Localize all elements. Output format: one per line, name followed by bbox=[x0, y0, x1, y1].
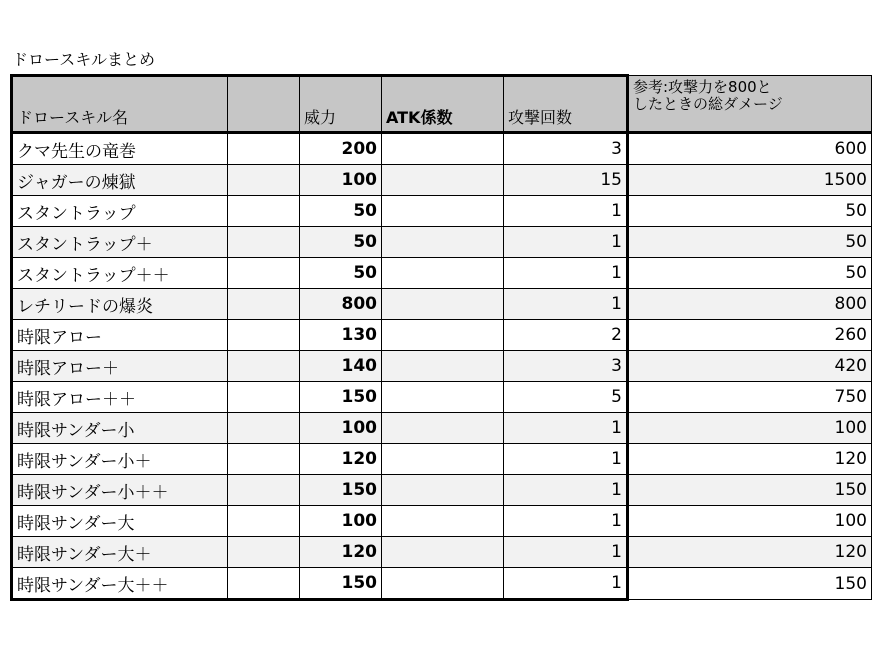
header-hit-count[interactable]: 攻撃回数 bbox=[504, 76, 628, 133]
table-row bbox=[12, 475, 872, 506]
cell-blank[interactable] bbox=[228, 320, 300, 351]
cell-atk-coefficient[interactable] bbox=[382, 475, 504, 506]
cell-hit-count[interactable]: 1 bbox=[504, 444, 628, 475]
cell-blank[interactable] bbox=[228, 165, 300, 196]
table-row bbox=[12, 444, 872, 475]
cell-power[interactable]: 100 bbox=[300, 506, 382, 537]
cell-blank[interactable] bbox=[228, 351, 300, 382]
table-row bbox=[12, 165, 872, 196]
cell-atk-coefficient[interactable] bbox=[382, 289, 504, 320]
cell-skill-name[interactable]: レチリードの爆炎 bbox=[12, 289, 228, 320]
header-blank[interactable] bbox=[228, 76, 300, 133]
cell-power[interactable]: 130 bbox=[300, 320, 382, 351]
cell-hit-count[interactable]: 3 bbox=[504, 133, 628, 165]
skill-table bbox=[10, 74, 872, 601]
cell-skill-name[interactable]: 時限アロー＋ bbox=[12, 351, 228, 382]
cell-skill-name[interactable]: スタントラップ＋＋ bbox=[12, 258, 228, 289]
skill-table-container bbox=[10, 74, 872, 601]
cell-hit-count[interactable]: 1 bbox=[504, 258, 628, 289]
cell-blank[interactable] bbox=[228, 444, 300, 475]
cell-hit-count[interactable]: 1 bbox=[504, 506, 628, 537]
table-row bbox=[12, 227, 872, 258]
cell-total-damage[interactable]: 50 bbox=[628, 196, 872, 227]
cell-atk-coefficient[interactable] bbox=[382, 133, 504, 165]
cell-skill-name[interactable]: 時限サンダー小＋＋ bbox=[12, 475, 228, 506]
cell-skill-name[interactable]: 時限アロー＋＋ bbox=[12, 382, 228, 413]
cell-hit-count[interactable]: 1 bbox=[504, 537, 628, 568]
page-title: ドロースキルまとめ bbox=[12, 50, 156, 69]
cell-skill-name[interactable]: スタントラップ＋ bbox=[12, 227, 228, 258]
cell-atk-coefficient[interactable] bbox=[382, 320, 504, 351]
cell-skill-name[interactable]: 時限サンダー大＋＋ bbox=[12, 568, 228, 600]
header-skill-name[interactable]: ドロースキル名 bbox=[12, 76, 228, 133]
cell-atk-coefficient[interactable] bbox=[382, 196, 504, 227]
header-reference-line2: したときの総ダメージ bbox=[633, 95, 783, 113]
table-row bbox=[12, 568, 872, 600]
cell-atk-coefficient[interactable] bbox=[382, 568, 504, 600]
cell-power[interactable]: 200 bbox=[300, 133, 382, 165]
cell-power[interactable]: 50 bbox=[300, 227, 382, 258]
table-row bbox=[12, 133, 872, 165]
cell-total-damage[interactable]: 150 bbox=[628, 568, 872, 600]
cell-atk-coefficient[interactable] bbox=[382, 537, 504, 568]
cell-total-damage[interactable]: 600 bbox=[628, 133, 872, 165]
table-row bbox=[12, 382, 872, 413]
cell-skill-name[interactable]: 時限アロー bbox=[12, 320, 228, 351]
cell-atk-coefficient[interactable] bbox=[382, 413, 504, 444]
cell-atk-coefficient[interactable] bbox=[382, 165, 504, 196]
cell-hit-count[interactable]: 1 bbox=[504, 413, 628, 444]
cell-power[interactable]: 140 bbox=[300, 351, 382, 382]
cell-total-damage[interactable]: 120 bbox=[628, 537, 872, 568]
cell-power[interactable]: 150 bbox=[300, 568, 382, 600]
cell-blank[interactable] bbox=[228, 537, 300, 568]
table-body bbox=[12, 133, 872, 600]
cell-hit-count[interactable]: 15 bbox=[504, 165, 628, 196]
cell-hit-count[interactable]: 1 bbox=[504, 568, 628, 600]
cell-atk-coefficient[interactable] bbox=[382, 506, 504, 537]
cell-total-damage[interactable]: 420 bbox=[628, 351, 872, 382]
header-reference-line1: 参考:攻撃力を800と bbox=[633, 78, 772, 96]
cell-blank[interactable] bbox=[228, 196, 300, 227]
cell-total-damage[interactable]: 120 bbox=[628, 444, 872, 475]
cell-skill-name[interactable]: スタントラップ bbox=[12, 196, 228, 227]
cell-total-damage[interactable]: 100 bbox=[628, 413, 872, 444]
cell-total-damage[interactable]: 50 bbox=[628, 227, 872, 258]
cell-power[interactable]: 50 bbox=[300, 196, 382, 227]
cell-power[interactable]: 50 bbox=[300, 258, 382, 289]
table-row bbox=[12, 258, 872, 289]
cell-total-damage[interactable]: 50 bbox=[628, 258, 872, 289]
cell-hit-count[interactable]: 3 bbox=[504, 351, 628, 382]
cell-skill-name[interactable]: ジャガーの煉獄 bbox=[12, 165, 228, 196]
cell-total-damage[interactable]: 100 bbox=[628, 506, 872, 537]
cell-hit-count[interactable]: 1 bbox=[504, 196, 628, 227]
cell-total-damage[interactable]: 150 bbox=[628, 475, 872, 506]
cell-blank[interactable] bbox=[228, 382, 300, 413]
cell-power[interactable]: 100 bbox=[300, 413, 382, 444]
cell-atk-coefficient[interactable] bbox=[382, 351, 504, 382]
table-row bbox=[12, 289, 872, 320]
cell-blank[interactable] bbox=[228, 227, 300, 258]
cell-blank[interactable] bbox=[228, 258, 300, 289]
cell-hit-count[interactable]: 5 bbox=[504, 382, 628, 413]
cell-blank[interactable] bbox=[228, 133, 300, 165]
cell-blank[interactable] bbox=[228, 506, 300, 537]
cell-blank[interactable] bbox=[228, 289, 300, 320]
cell-blank[interactable] bbox=[228, 413, 300, 444]
cell-hit-count[interactable]: 1 bbox=[504, 475, 628, 506]
cell-atk-coefficient[interactable] bbox=[382, 258, 504, 289]
header-reference-total[interactable] bbox=[628, 76, 872, 133]
cell-hit-count[interactable]: 1 bbox=[504, 289, 628, 320]
cell-power[interactable]: 150 bbox=[300, 475, 382, 506]
cell-blank[interactable] bbox=[228, 475, 300, 506]
cell-skill-name[interactable]: 時限サンダー大＋ bbox=[12, 537, 228, 568]
cell-hit-count[interactable]: 2 bbox=[504, 320, 628, 351]
table-row bbox=[12, 506, 872, 537]
cell-power[interactable]: 800 bbox=[300, 289, 382, 320]
table-row bbox=[12, 351, 872, 382]
cell-power[interactable]: 100 bbox=[300, 165, 382, 196]
cell-hit-count[interactable]: 1 bbox=[504, 227, 628, 258]
header-atk-coefficient[interactable]: ATK係数 bbox=[382, 76, 504, 133]
table-row bbox=[12, 537, 872, 568]
cell-total-damage[interactable]: 260 bbox=[628, 320, 872, 351]
cell-power[interactable]: 150 bbox=[300, 382, 382, 413]
cell-total-damage[interactable]: 800 bbox=[628, 289, 872, 320]
cell-total-damage[interactable]: 1500 bbox=[628, 165, 872, 196]
cell-skill-name[interactable]: 時限サンダー小 bbox=[12, 413, 228, 444]
header-power[interactable]: 威力 bbox=[300, 76, 382, 133]
table-row bbox=[12, 196, 872, 227]
cell-skill-name[interactable]: クマ先生の竜巻 bbox=[12, 133, 228, 165]
cell-atk-coefficient[interactable] bbox=[382, 382, 504, 413]
cell-skill-name[interactable]: 時限サンダー大 bbox=[12, 506, 228, 537]
cell-power[interactable]: 120 bbox=[300, 444, 382, 475]
cell-skill-name[interactable]: 時限サンダー小＋ bbox=[12, 444, 228, 475]
cell-power[interactable]: 120 bbox=[300, 537, 382, 568]
header-row bbox=[12, 76, 872, 133]
cell-atk-coefficient[interactable] bbox=[382, 227, 504, 258]
cell-atk-coefficient[interactable] bbox=[382, 444, 504, 475]
table-row bbox=[12, 320, 872, 351]
cell-total-damage[interactable]: 750 bbox=[628, 382, 872, 413]
table-row bbox=[12, 413, 872, 444]
cell-blank[interactable] bbox=[228, 568, 300, 600]
